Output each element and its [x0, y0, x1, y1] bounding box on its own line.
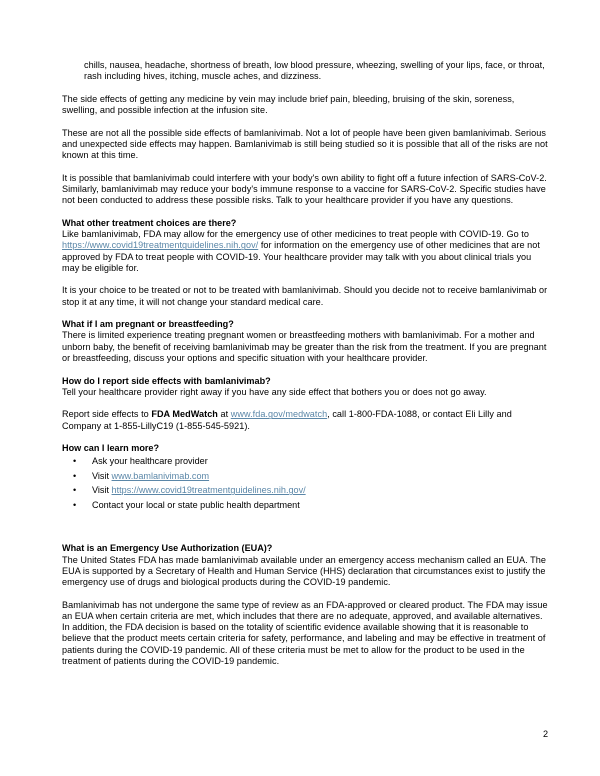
fda-medwatch-bold: FDA MedWatch — [151, 409, 218, 420]
paragraph-your-choice: It is your choice to be treated or not to be treated with bamlanivimab. Should you decide not to receive bamlanivimab or stop it at any time, it will not change your standard medical care. — [62, 285, 548, 307]
list-item — [62, 454, 548, 468]
paragraph-interfere-immune: It is possible that bamlanivimab could interfere with your body's own ability to fight off a future infection of SARS-CoV-2. Similarly, bamlanivimab may reduce your body's immune response to a vaccine for SARS-CoV-2. Specific studies have not been conducted to address these possible risks. Talk to your healthcare provider if you have any questions. — [62, 172, 547, 206]
section-report-side-effects — [62, 376, 548, 399]
heading-eua: What is an Emergency Use Authorization (EUA)? — [62, 543, 273, 554]
paragraph-not-all-side-effects: These are not all the possible side effects of bamlanivimab. Not a lot of people have been given bamlanivimab. Serious and unexpected side effects may happen. Bamlanivimab is still being studied so it is possible that all of the risks are not known at this time. — [62, 127, 548, 161]
bamlanivimab-website-link[interactable]: www.bamlanivimab.com — [111, 470, 210, 481]
paragraph-report-side-effects: Tell your healthcare provider right away if you have any side effect that bothers you or does not go away. — [62, 386, 487, 397]
section-learn-more — [62, 443, 548, 512]
bullet-icon: • — [73, 470, 77, 481]
heading-pregnant: What if I am pregnant or breastfeeding? — [62, 319, 234, 330]
page-number: 2 — [542, 729, 548, 739]
list-item-prefix: Visit — [92, 485, 112, 496]
list-item — [62, 469, 548, 483]
covid19-treatment-guidelines-link-2[interactable]: https://www.covid19treatmentguidelines.nih.gov/ — [111, 485, 306, 496]
section-pregnancy — [62, 319, 548, 364]
medwatch-text-2: at — [217, 409, 231, 420]
list-item-prefix: Visit — [92, 470, 112, 481]
treatment-choices-text-2: for information on the emergency use of other medicines that are not approved by FDA to treat people with COVID-19. Your healthcare provider may talk with you about clinical trials you may be eligible for. — [62, 240, 540, 273]
section-eua — [62, 543, 548, 588]
paragraph-pregnancy: There is limited experience treating pregnant women or breastfeeding mothers with bamlanivimab. For a mother and unborn baby, the benefit of receiving bamlanivimab may be greater than the risk from the treatment. If you are pregnant or breastfeeding, discuss your options and specific situation with your healthcare provider. — [62, 330, 547, 364]
medwatch-text-3: , call 1-800-FDA-1088, or contact Eli Lilly and Company at 1-855-LillyC19 (1-855-545-5921). — [62, 409, 512, 431]
fda-medwatch-link[interactable]: www.fda.gov/medwatch — [230, 409, 328, 420]
continued-paragraph: chills, nausea, headache, shortness of breath, low blood pressure, wheezing, swelling of your lips, face, or throat, rash including hives, itching, muscle aches, and dizziness. — [84, 60, 545, 82]
heading-report-side-effects: How do I report side effects with bamlanivimab? — [62, 375, 271, 386]
paragraph-treatment-choices — [62, 229, 548, 274]
paragraph-medwatch — [62, 409, 548, 432]
paragraph-infusion-site: The side effects of getting any medicine by vein may include brief pain, bleeding, bruising of the skin, soreness, swelling, and possible infection at the infusion site. — [62, 93, 515, 116]
bullet-icon: • — [73, 499, 77, 510]
list-item — [62, 498, 548, 512]
list-item — [62, 483, 548, 497]
list-item-label: Contact your local or state public health department — [92, 499, 300, 510]
section-treatment-choices — [62, 218, 548, 274]
medwatch-text-1: Report side effects to — [62, 409, 152, 420]
bullet-icon: • — [73, 456, 77, 467]
paragraph-eua-review: Bamlanivimab has not undergone the same type of review as an FDA-approved or cleared product. The FDA may issue an EUA when certain criteria are met, which includes that there are no adequate, approved, and available alternatives. In addition, the FDA decision is based on the totality of scientific evidence available showing that it is reasonable to believe that the product meets certain criteria for safety, performance, and labeling and may be effective in treatment of patients during the COVID-19 pandemic. All of these criteria must be met to allow for the product to be used in the treatment of patients during the COVID-19 pandemic. — [62, 599, 548, 667]
paragraph-eua: The United States FDA has made bamlanivimab available under an emergency access mechanism called an EUA. The EUA is supported by a Secretary of Health and Human Service (HHS) declaration that circumstances exist to justify the emergency use of drugs and biological products during the COVID-19 pandemic. — [62, 554, 546, 588]
section-gap — [62, 523, 548, 543]
treatment-choices-text-1: Like bamlanivimab, FDA may allow for the emergency use of other medicines to treat people with COVID-19. Go to — [62, 229, 529, 240]
heading-treatment-choices: What other treatment choices are there? — [62, 217, 237, 228]
covid19-treatment-guidelines-link-1[interactable]: https://www.covid19treatmentguidelines.nih.gov/ — [62, 240, 259, 251]
heading-learn-more: How can I learn more? — [62, 443, 160, 454]
learn-more-list — [62, 454, 548, 512]
list-item-label: Ask your healthcare provider — [92, 456, 208, 467]
bullet-icon: • — [73, 485, 77, 496]
